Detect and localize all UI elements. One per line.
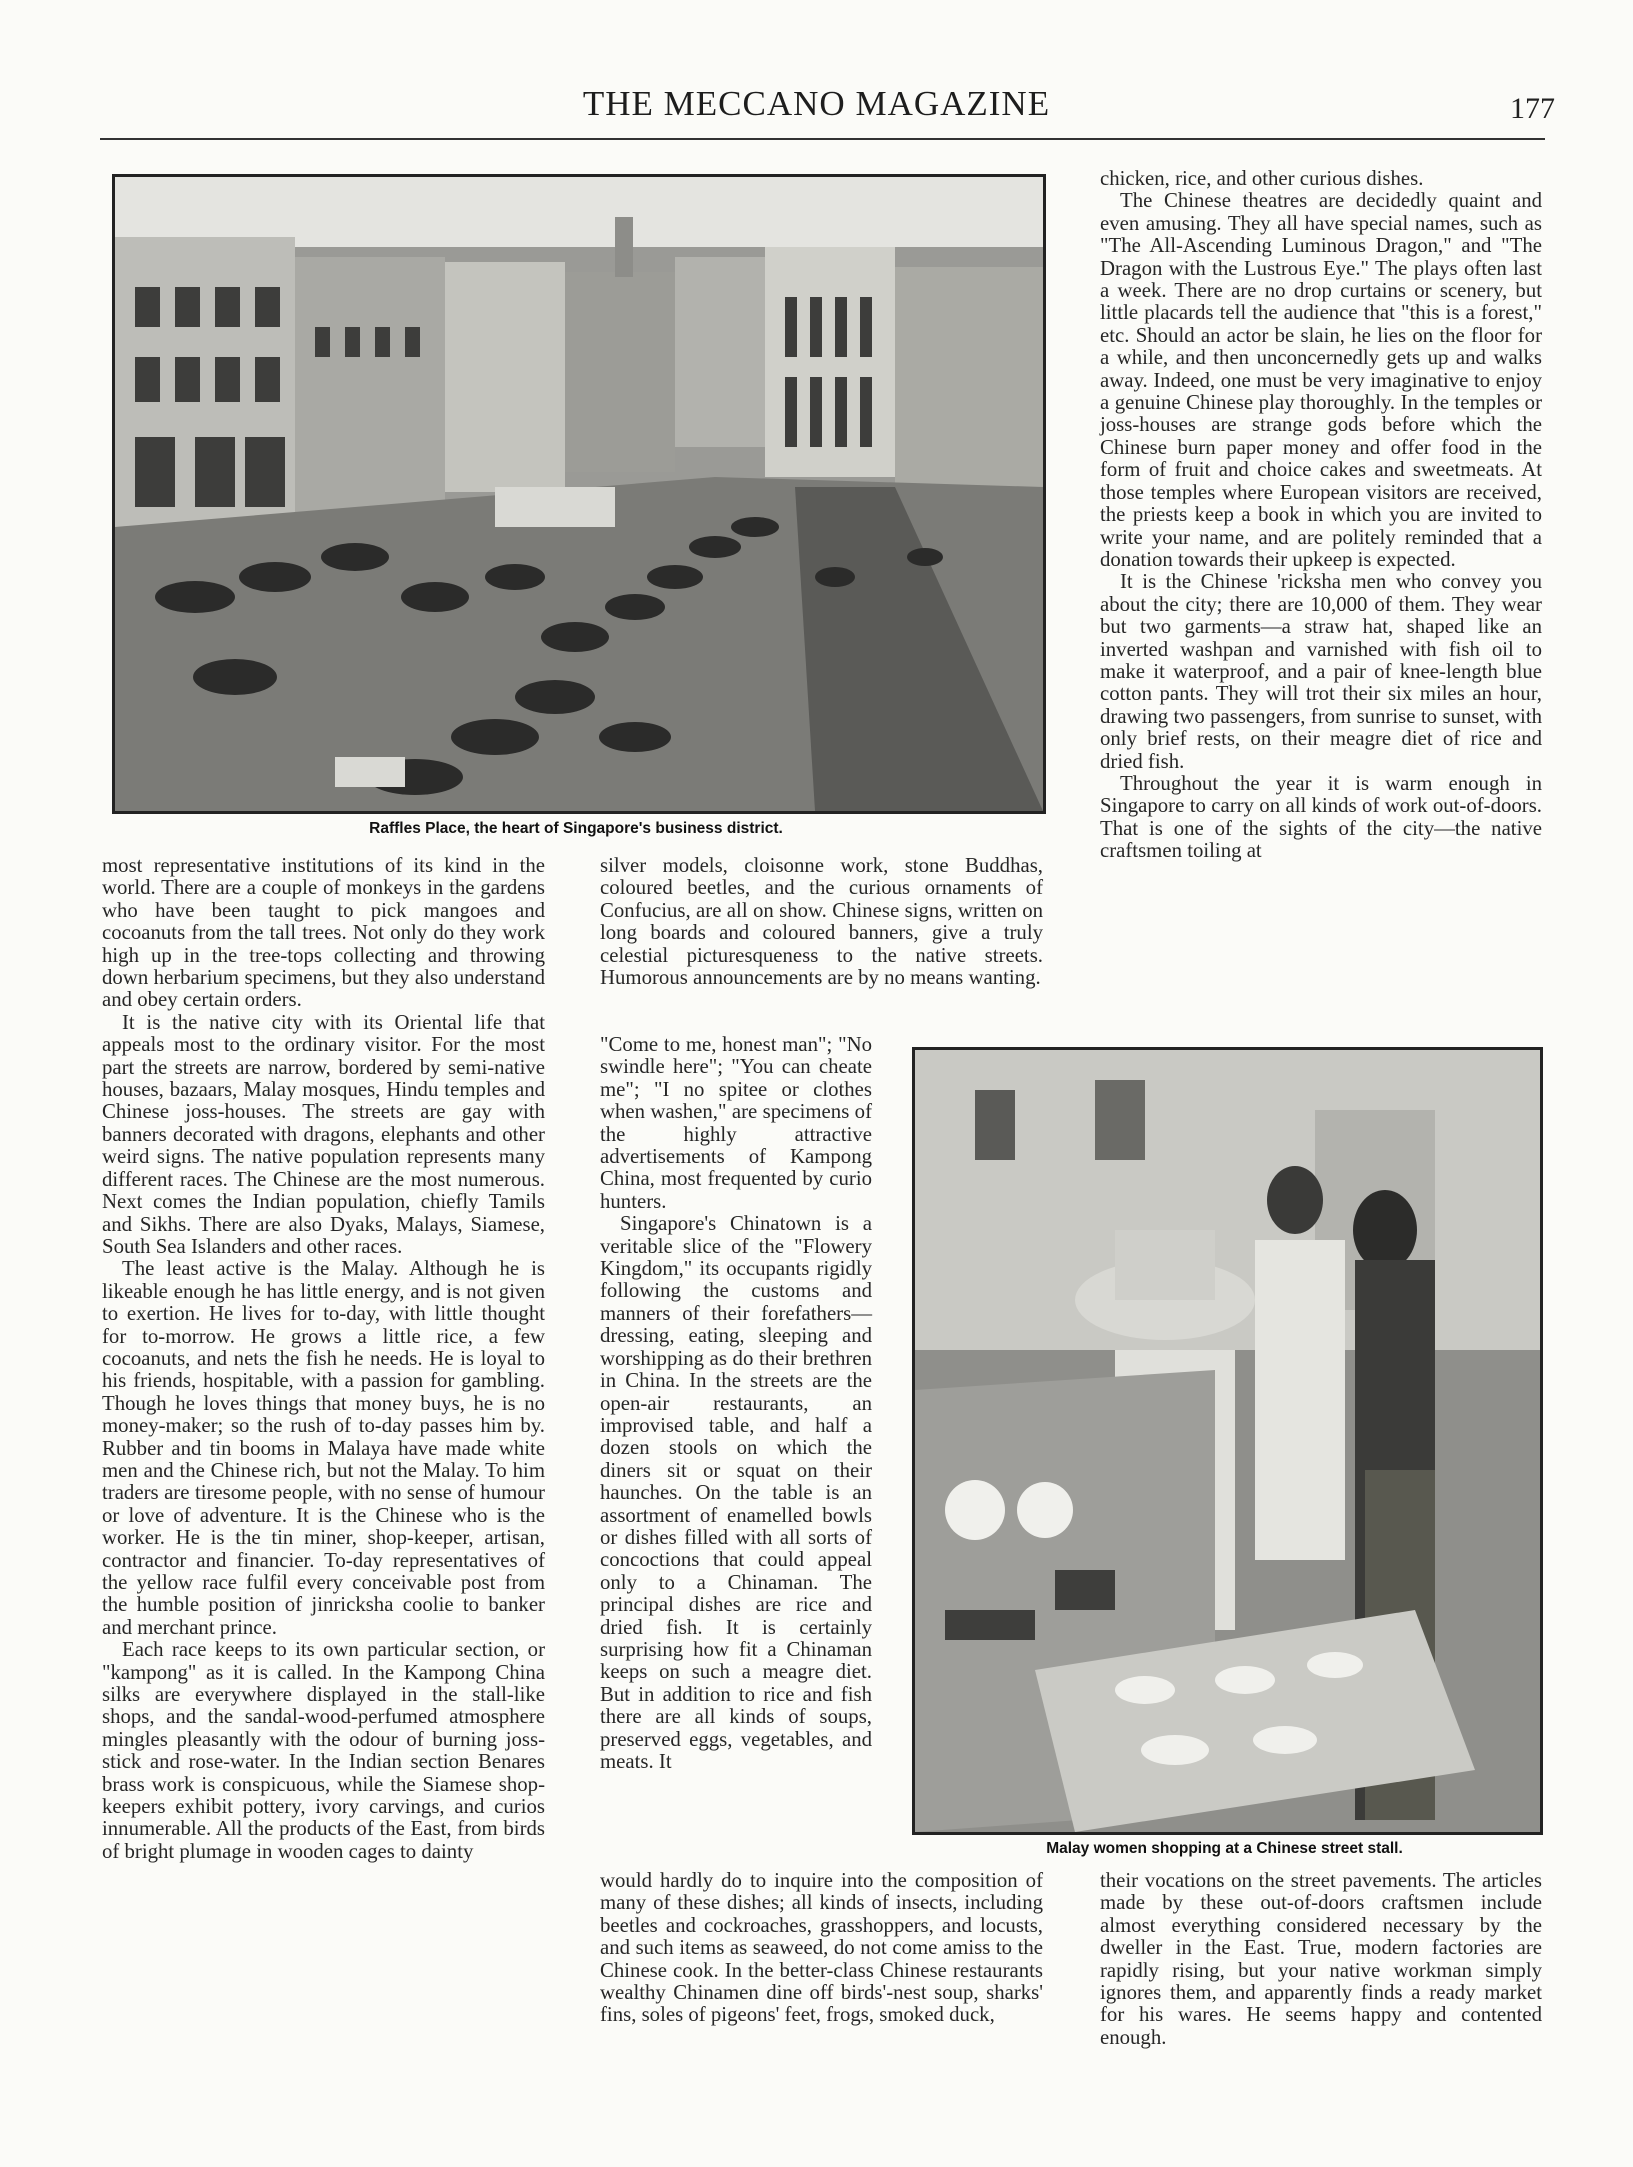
raffles-place-photo — [112, 174, 1046, 814]
paragraph: The least active is the Malay. Although he is likeable enough he has little energy, and is not given to exertion. He lives for to-day, with little thought for to-morrow. He grows a little rice, a few cocoanuts, and nets the fish he needs. He is loyal to his friends, hospitable, with a passion for gambling. Though he loves things that money buys, he is no money-maker; so the rush of to-day passes him by. Rubber and tin booms in Malaya have made white men and the Chinese rich, but not the Malay. To him traders are tiresome people, with no sense of humour or love of adventure. It is the Chinese who is the worker. He is the tin miner, shop-keeper, artisan, contractor and financier. To-day representatives of the yellow race fulfil every conceivable post from the humble position of jinricksha coolie to banker and merchant prince. — [102, 1257, 545, 1639]
paragraph: The Chinese theatres are decidedly quaint and even amusing. They all have special names, such as "The All-Ascending Luminous Dragon," and "The Dragon with the Lustrous Eye." The plays often last a week. There are no drop curtains or scenery, but little placards tell the audience that "this is a forest," etc. Should an actor be slain, he lies on the floor for a while, and then unconcernedly gets up and walks away. Indeed, one must be very imaginative to enjoy a genuine Chinese play thoroughly. In the temples or joss-houses are strange gods before which the Chinese burn paper money and offer food in the form of fruit and choice cakes and sweetmeats. At those temples where European visitors are received, the priests keep a book in which you are invited to write your name, and are politely reminded that a donation towards their upkeep is expected. — [1100, 189, 1542, 571]
article-column-1 — [102, 855, 545, 1863]
article-column-3 — [1100, 168, 1542, 863]
paragraph: chicken, rice, and other curious dishes. — [1100, 167, 1424, 190]
raffles-place-caption: Raffles Place, the heart of Singapore's business district. — [369, 820, 783, 837]
paragraph: most representative institutions of its kind in the world. There are a couple of monkeys in the gardens who have been taught to pick mangoes and cocoanuts from the tall trees. Not only do they work high up in the tree-tops collecting and throwing down herbarium specimens, but they also understand and obey certain orders. — [102, 854, 545, 1012]
paragraph: "Come to me, honest man"; "No swindle here"; "You can cheate me"; "I no spitee or clothes when washen," are specimens of the highly attractive advertisements of Kampong China, most frequented by curio hunters. — [600, 1033, 872, 1213]
article-column-3-bottom — [1100, 1870, 1542, 2049]
page-number: 177 — [1510, 92, 1555, 125]
paragraph: Each race keeps to its own particular section, or "kampong" as it is called. In the Kampong China silks are everywhere displayed in the stall-like shops, and the sandal-wood-perfumed atmosphere mingles pleasantly with the odour of burning joss-stick and rose-water. In the Indian section Benares brass work is conspicuous, while the Siamese shop-keepers exhibit pottery, ivory carvings, and curios innumerable. All the products of the East, from birds of bright plumage in wooden cages to dainty — [102, 1638, 545, 1863]
article-column-2-bottom — [600, 1870, 1043, 2027]
street-stall-caption: Malay women shopping at a Chinese street stall. — [1046, 1840, 1403, 1857]
header-rule — [100, 138, 1545, 140]
paragraph: silver models, cloisonne work, stone Buddhas, coloured beetles, and the curious ornaments of Confucius, are all on show. Chinese signs, written on long boards and coloured banners, give a truly celestial picturesqueness to the native streets. Humorous announcements are by no means wanting. — [600, 854, 1043, 990]
paragraph: It is the native city with its Oriental life that appeals most to the ordinary visitor. For the most part the streets are narrow, bordered by semi-native houses, bazaars, Malay mosques, Hindu temples and Chinese joss-houses. The streets are gay with banners decorated with dragons, elephants and other weird signs. The native population represents many different races. The Chinese are the most numerous. Next comes the Indian population, chiefly Tamils and Sikhs. There are also Dyaks, Malays, Siamese, South Sea Islanders and other races. — [102, 1010, 545, 1258]
paragraph: would hardly do to inquire into the composition of many of these dishes; all kinds of insects, including beetles and cockroaches, grasshoppers, and locusts, and such items as seaweed, do not come amiss to the Chinese cook. In the better-class Chinese restaurants wealthy Chinamen dine off birds'-nest soup, sharks' fins, soles of pigeons' feet, frogs, smoked duck, — [600, 1869, 1043, 2027]
street-stall-photo — [912, 1047, 1543, 1835]
magazine-title: THE MECCANO MAGAZINE — [582, 84, 1051, 123]
paragraph: Singapore's Chinatown is a veritable slice of the "Flowery Kingdom," its occupants rigidly following the customs and manners of their forefathers—dressing, eating, sleeping and worshipping as do their brethren in China. In the streets are the open-air restaurants, an improvised table, and half a dozen stools on which the diners sit or squat on their haunches. On the table is an assortment of enamelled bowls or dishes filled with all sorts of concoctions that could appeal only to a Chinaman. The principal dishes are rice and dried fish. It is certainly surprising how fit a Chinaman keeps on such a meagre diet. But in addition to rice and fish there are all kinds of soups, preserved eggs, vegetables, and meats. It — [600, 1212, 872, 1773]
paragraph: It is the Chinese 'ricksha men who convey you about the city; there are 10,000 of them. They wear but two garments—a straw hat, shaped like an inverted washpan and varnished with fish oil to make it waterproof, and a pair of knee-length blue cotton pants. They will trot their six miles an hour, drawing two passengers, from sunrise to sunset, with only brief rests, on their meagre diet of rice and dried fish. — [1100, 570, 1542, 773]
article-column-2-narrow — [600, 1034, 872, 1773]
article-column-2-top — [600, 855, 1043, 989]
paragraph: Throughout the year it is warm enough in Singapore to carry on all kinds of work out-of-doors. That is one of the sights of the city—the native craftsmen toiling at — [1100, 771, 1542, 863]
paragraph: their vocations on the street pavements. The articles made by these out-of-doors craftsmen include almost everything considered necessary by the dweller in the East. True, modern factories are rapidly rising, but your native workman simply ignores them, and apparently finds a ready market for his wares. He seems happy and contented enough. — [1100, 1869, 1542, 2049]
